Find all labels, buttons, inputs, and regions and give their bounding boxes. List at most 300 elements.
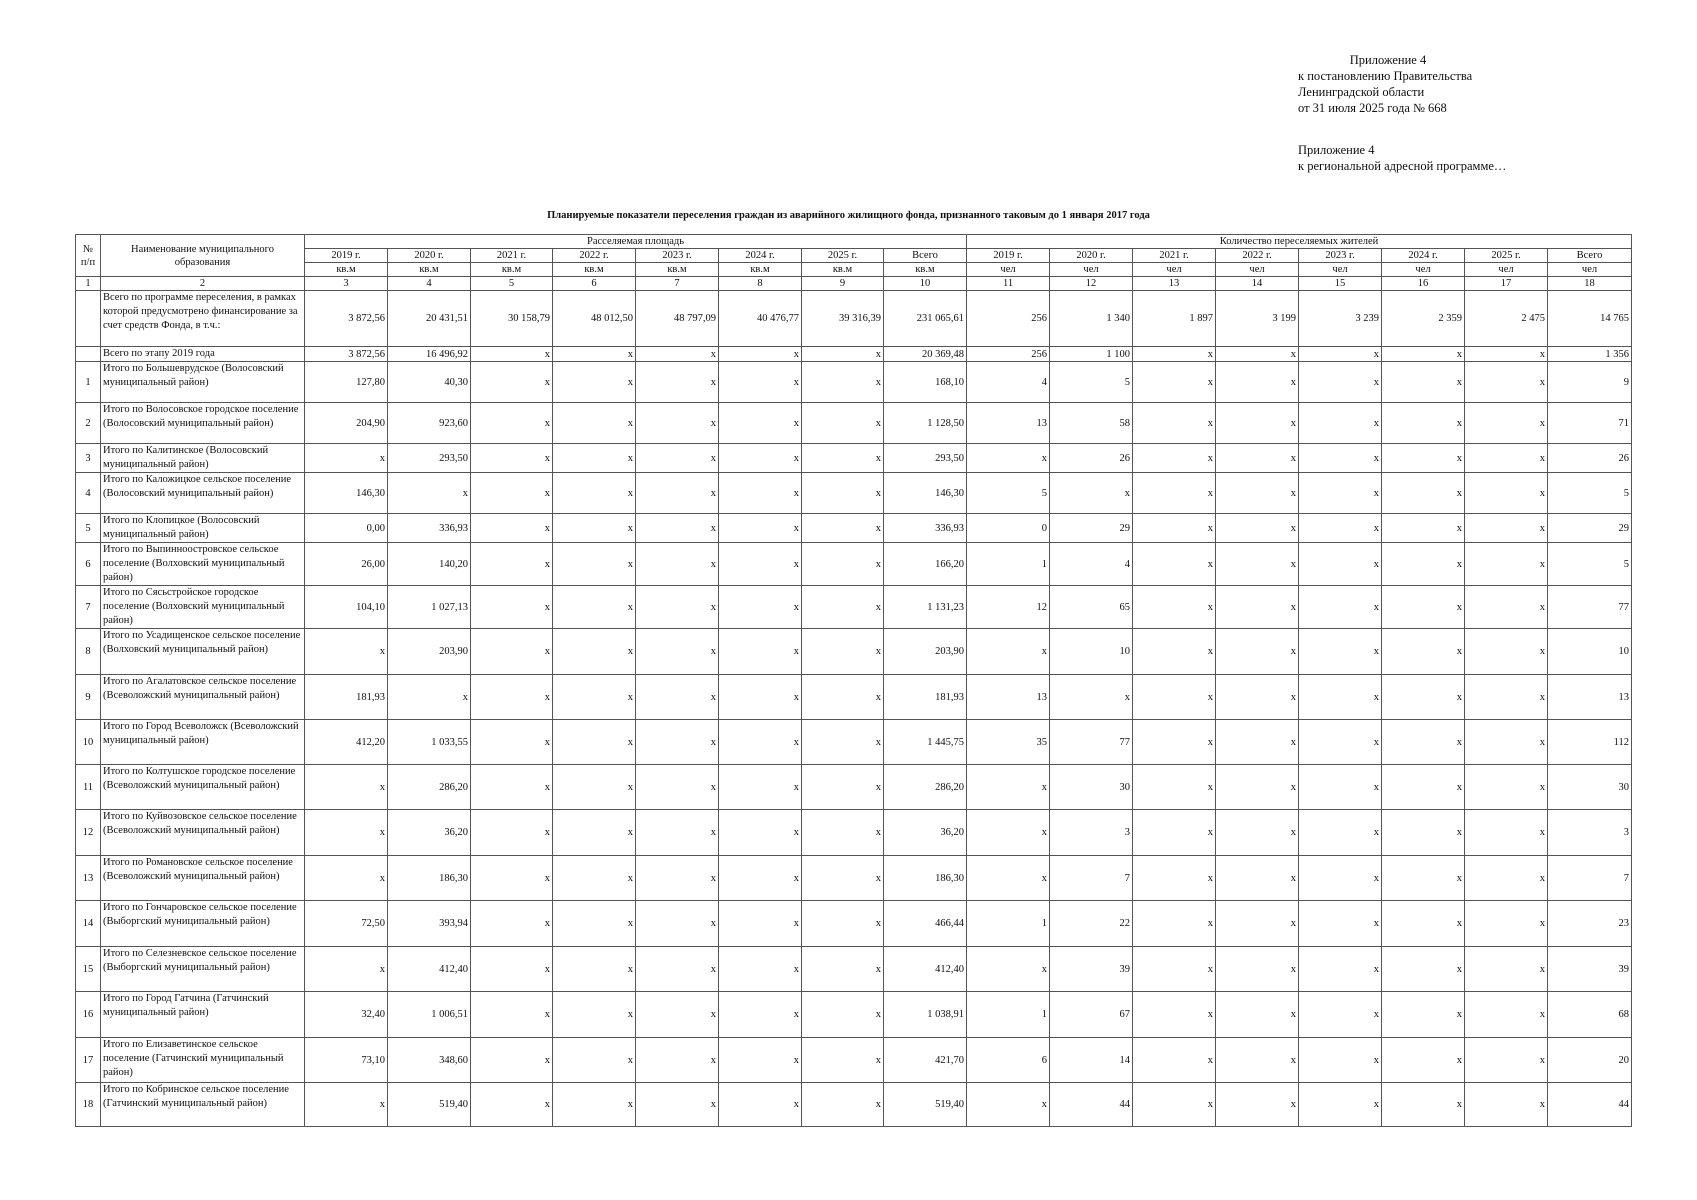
municipality-name: Итого по Город Всеволожск (Всеволожский муниципальный район) <box>101 720 305 765</box>
people-cell: 1 356 <box>1548 347 1632 362</box>
people-cell: 20 <box>1548 1038 1632 1083</box>
area-cell: x <box>636 444 719 473</box>
people-cell: 1 <box>967 992 1050 1038</box>
people-cell: 26 <box>1548 444 1632 473</box>
area-cell: 40,30 <box>388 362 471 403</box>
appendix-line: Приложение 4 <box>1349 53 1427 67</box>
row-number: 6 <box>76 543 101 586</box>
area-cell: 1 131,23 <box>884 586 967 629</box>
people-cell: x <box>1382 403 1465 444</box>
decree-line: к постановлению Правительства <box>1298 69 1473 83</box>
people-cell: x <box>1465 675 1548 720</box>
area-cell: 36,20 <box>884 810 967 856</box>
people-cell: x <box>1299 856 1382 901</box>
people-cell: 9 <box>1548 362 1632 403</box>
area-cell: 412,20 <box>305 720 388 765</box>
people-cell: x <box>967 1083 1050 1127</box>
column-number: 15 <box>1299 277 1382 291</box>
area-cell: 1 445,75 <box>884 720 967 765</box>
area-cell: 168,10 <box>884 362 967 403</box>
area-cell: 40 476,77 <box>719 291 802 347</box>
municipality-name: Итого по Усадищенское сельское поселение (Волховский муниципальный район) <box>101 629 305 675</box>
unit-header: кв.м <box>305 263 388 277</box>
area-cell: x <box>636 992 719 1038</box>
column-number: 16 <box>1382 277 1465 291</box>
area-cell: x <box>802 765 884 810</box>
people-cell: 1 <box>967 901 1050 947</box>
people-cell: 3 <box>1548 810 1632 856</box>
area-cell: 32,40 <box>305 992 388 1038</box>
area-cell: x <box>719 810 802 856</box>
people-cell: x <box>1133 543 1216 586</box>
people-cell: x <box>1465 362 1548 403</box>
people-cell: 4 <box>1050 543 1133 586</box>
people-cell: x <box>1382 1083 1465 1127</box>
people-cell: x <box>1133 629 1216 675</box>
area-cell: 181,93 <box>305 675 388 720</box>
area-cell: 519,40 <box>388 1083 471 1127</box>
area-cell: 348,60 <box>388 1038 471 1083</box>
year-header: 2024 г. <box>1382 249 1465 263</box>
table-row <box>76 543 1632 586</box>
people-cell: x <box>1133 362 1216 403</box>
people-cell: x <box>1216 947 1299 992</box>
people-cell: 5 <box>1548 543 1632 586</box>
people-cell: x <box>1465 720 1548 765</box>
area-cell: 146,30 <box>884 473 967 514</box>
people-cell: 5 <box>1050 362 1133 403</box>
column-number: 3 <box>305 277 388 291</box>
people-cell: x <box>1382 444 1465 473</box>
people-cell: x <box>1382 675 1465 720</box>
appendix-line-2: Приложение 4 <box>1298 143 1375 157</box>
people-cell: 29 <box>1548 514 1632 543</box>
people-cell: x <box>1133 947 1216 992</box>
people-cell: x <box>1465 765 1548 810</box>
municipality-name: Итого по Гончаровское сельское поселение (Выборгский муниципальный район) <box>101 901 305 947</box>
people-cell: x <box>967 810 1050 856</box>
area-cell: x <box>636 856 719 901</box>
people-cell: 7 <box>1050 856 1133 901</box>
people-cell: x <box>1299 765 1382 810</box>
people-cell: 26 <box>1050 444 1133 473</box>
unit-header: чел <box>1216 263 1299 277</box>
area-cell: x <box>802 362 884 403</box>
people-cell: 1 <box>967 543 1050 586</box>
area-cell: x <box>802 473 884 514</box>
table-row <box>76 444 1632 473</box>
people-cell: x <box>1133 992 1216 1038</box>
row-number: 4 <box>76 473 101 514</box>
area-cell: x <box>802 347 884 362</box>
area-cell: x <box>802 992 884 1038</box>
row-number: 18 <box>76 1083 101 1127</box>
table-row <box>76 362 1632 403</box>
unit-header: чел <box>1548 263 1632 277</box>
area-cell: x <box>471 362 553 403</box>
area-cell: x <box>719 586 802 629</box>
people-cell: x <box>1133 810 1216 856</box>
area-cell: x <box>719 992 802 1038</box>
people-cell: x <box>1465 947 1548 992</box>
municipality-name: Итого по Клопицкое (Волосовский муниципальный район) <box>101 514 305 543</box>
people-cell: 2 359 <box>1382 291 1465 347</box>
table-row <box>76 629 1632 675</box>
municipality-name: Итого по Колтушское городское поселение (Всеволожский муниципальный район) <box>101 765 305 810</box>
municipality-name: Итого по Кобринское сельское поселение (Гатчинский муниципальный район) <box>101 1083 305 1127</box>
people-cell: x <box>1382 586 1465 629</box>
area-cell: x <box>719 1038 802 1083</box>
people-cell: x <box>1133 444 1216 473</box>
table-row <box>76 514 1632 543</box>
area-cell: x <box>802 675 884 720</box>
people-cell: 1 340 <box>1050 291 1133 347</box>
area-cell: x <box>471 765 553 810</box>
area-cell: 286,20 <box>884 765 967 810</box>
area-cell: x <box>388 675 471 720</box>
area-cell: x <box>553 347 636 362</box>
people-cell: x <box>1216 362 1299 403</box>
people-cell: x <box>1216 720 1299 765</box>
area-cell: x <box>305 765 388 810</box>
municipality-name: Итого по Романовское сельское поселение (Всеволожский муниципальный район) <box>101 856 305 901</box>
people-cell: x <box>1050 473 1133 514</box>
area-cell: x <box>719 720 802 765</box>
row-number: 9 <box>76 675 101 720</box>
area-cell: 72,50 <box>305 901 388 947</box>
area-cell: x <box>636 720 719 765</box>
year-header: 2021 г. <box>1133 249 1216 263</box>
people-cell: 10 <box>1050 629 1133 675</box>
column-number: 17 <box>1465 277 1548 291</box>
area-cell: x <box>553 444 636 473</box>
people-cell: x <box>1382 765 1465 810</box>
year-header: 2019 г. <box>305 249 388 263</box>
area-cell: 393,94 <box>388 901 471 947</box>
year-header: 2021 г. <box>471 249 553 263</box>
table-row <box>76 1038 1632 1083</box>
people-cell: 4 <box>967 362 1050 403</box>
people-cell: x <box>1382 901 1465 947</box>
area-cell: 203,90 <box>388 629 471 675</box>
people-cell: 5 <box>967 473 1050 514</box>
area-cell: 146,30 <box>305 473 388 514</box>
area-cell: 36,20 <box>388 810 471 856</box>
area-cell: x <box>471 543 553 586</box>
people-cell: 77 <box>1050 720 1133 765</box>
people-cell: 5 <box>1548 473 1632 514</box>
municipality-name: Итого по Агалатовское сельское поселение (Всеволожский муниципальный район) <box>101 675 305 720</box>
column-number: 4 <box>388 277 471 291</box>
row-number: 5 <box>76 514 101 543</box>
people-cell: x <box>1299 629 1382 675</box>
area-cell: x <box>471 514 553 543</box>
area-cell: x <box>636 403 719 444</box>
people-cell: x <box>967 947 1050 992</box>
table-row <box>76 1083 1632 1127</box>
area-cell: x <box>553 947 636 992</box>
area-cell: x <box>553 765 636 810</box>
people-cell: 71 <box>1548 403 1632 444</box>
people-cell: 13 <box>967 675 1050 720</box>
area-cell: 181,93 <box>884 675 967 720</box>
area-cell: x <box>719 901 802 947</box>
area-cell: 336,93 <box>884 514 967 543</box>
municipality-name: Итого по Селезневское сельское поселение (Выборгский муниципальный район) <box>101 947 305 992</box>
area-cell: x <box>719 947 802 992</box>
people-cell: x <box>1465 629 1548 675</box>
people-cell: x <box>1299 1083 1382 1127</box>
people-cell: x <box>1465 586 1548 629</box>
people-cell: x <box>1299 1038 1382 1083</box>
municipality-name: Всего по программе переселения, в рамках которой предусмотрено финансирование за счет средств Фонда, в т.ч.: <box>101 291 305 347</box>
people-cell: x <box>1382 514 1465 543</box>
people-cell: 3 <box>1050 810 1133 856</box>
area-cell: 104,10 <box>305 586 388 629</box>
unit-header: кв.м <box>802 263 884 277</box>
unit-header: чел <box>1465 263 1548 277</box>
table-row <box>76 675 1632 720</box>
area-cell: x <box>636 947 719 992</box>
row-number: 14 <box>76 901 101 947</box>
row-number: 15 <box>76 947 101 992</box>
people-cell: 1 100 <box>1050 347 1133 362</box>
area-cell: x <box>719 1083 802 1127</box>
area-cell: 519,40 <box>884 1083 967 1127</box>
people-cell: x <box>1382 947 1465 992</box>
area-cell: x <box>802 586 884 629</box>
area-cell: x <box>553 856 636 901</box>
people-cell: x <box>1465 1038 1548 1083</box>
area-cell: 1 038,91 <box>884 992 967 1038</box>
people-cell: 1 897 <box>1133 291 1216 347</box>
area-cell: x <box>802 403 884 444</box>
people-cell: x <box>1465 514 1548 543</box>
area-cell: x <box>719 514 802 543</box>
people-cell: x <box>1299 586 1382 629</box>
column-number: 2 <box>101 277 305 291</box>
people-cell: 68 <box>1548 992 1632 1038</box>
area-cell: x <box>553 1038 636 1083</box>
row-number: 2 <box>76 403 101 444</box>
people-cell: x <box>1216 543 1299 586</box>
people-cell: x <box>1299 675 1382 720</box>
year-header: 2022 г. <box>1216 249 1299 263</box>
area-cell: x <box>553 629 636 675</box>
area-cell: 412,40 <box>884 947 967 992</box>
area-cell: x <box>553 901 636 947</box>
unit-header: чел <box>967 263 1050 277</box>
people-cell: x <box>1133 901 1216 947</box>
area-cell: x <box>553 514 636 543</box>
area-group-header: Расселяемая площадь <box>305 235 967 249</box>
people-cell: x <box>1216 856 1299 901</box>
people-cell: 6 <box>967 1038 1050 1083</box>
row-number: 16 <box>76 992 101 1038</box>
unit-header: кв.м <box>719 263 802 277</box>
table-row <box>76 720 1632 765</box>
people-cell: x <box>1216 347 1299 362</box>
people-cell: x <box>1216 992 1299 1038</box>
people-cell: x <box>1465 403 1548 444</box>
people-cell: 10 <box>1548 629 1632 675</box>
area-cell: x <box>471 992 553 1038</box>
area-cell: 466,44 <box>884 901 967 947</box>
area-cell: 1 128,50 <box>884 403 967 444</box>
people-cell: 3 199 <box>1216 291 1299 347</box>
row-number: 1 <box>76 362 101 403</box>
area-cell: x <box>802 444 884 473</box>
area-cell: x <box>719 362 802 403</box>
area-cell: x <box>471 1083 553 1127</box>
people-cell: x <box>1216 1038 1299 1083</box>
area-cell: 73,10 <box>305 1038 388 1083</box>
area-cell: x <box>553 675 636 720</box>
unit-header: кв.м <box>471 263 553 277</box>
people-cell: 12 <box>967 586 1050 629</box>
column-number: 18 <box>1548 277 1632 291</box>
people-cell: x <box>1133 765 1216 810</box>
year-header: 2025 г. <box>802 249 884 263</box>
people-cell: x <box>1133 347 1216 362</box>
municipality-name: Итого по Каложицкое сельское поселение (Волосовский муниципальный район) <box>101 473 305 514</box>
unit-header: кв.м <box>636 263 719 277</box>
people-cell: x <box>1299 947 1382 992</box>
people-cell: x <box>1299 444 1382 473</box>
row-number: 11 <box>76 765 101 810</box>
people-cell: x <box>1216 765 1299 810</box>
people-cell: x <box>1216 444 1299 473</box>
area-cell: 186,30 <box>388 856 471 901</box>
people-cell: x <box>1216 514 1299 543</box>
people-cell: 39 <box>1050 947 1133 992</box>
people-cell: 39 <box>1548 947 1632 992</box>
column-number: 14 <box>1216 277 1299 291</box>
row-number: 12 <box>76 810 101 856</box>
people-cell: x <box>1133 403 1216 444</box>
area-cell: x <box>719 765 802 810</box>
municipality-name: Итого по Волосовское городское поселение (Волосовский муниципальный район) <box>101 403 305 444</box>
area-cell: x <box>471 810 553 856</box>
unit-header: чел <box>1050 263 1133 277</box>
people-cell: x <box>1465 473 1548 514</box>
area-cell: 1 027,13 <box>388 586 471 629</box>
area-cell: x <box>802 720 884 765</box>
area-cell: x <box>802 901 884 947</box>
people-cell: x <box>1050 675 1133 720</box>
unit-header: кв.м <box>884 263 967 277</box>
people-cell: x <box>1216 473 1299 514</box>
area-cell: x <box>305 444 388 473</box>
people-cell: x <box>1382 810 1465 856</box>
people-cell: x <box>1382 720 1465 765</box>
municipality-name: Всего по этапу 2019 года <box>101 347 305 362</box>
table-row <box>76 765 1632 810</box>
area-cell: x <box>719 403 802 444</box>
document-header <box>1298 52 1506 174</box>
unit-header: кв.м <box>388 263 471 277</box>
area-cell: x <box>305 810 388 856</box>
year-header: 2020 г. <box>1050 249 1133 263</box>
people-cell: 30 <box>1050 765 1133 810</box>
area-cell: x <box>802 810 884 856</box>
area-cell: x <box>553 720 636 765</box>
area-cell: 421,70 <box>884 1038 967 1083</box>
people-cell: 256 <box>967 347 1050 362</box>
area-cell: x <box>802 629 884 675</box>
area-cell: 186,30 <box>884 856 967 901</box>
area-cell: x <box>719 444 802 473</box>
program-line: к региональной адресной программе… <box>1298 159 1507 173</box>
area-cell: x <box>471 947 553 992</box>
area-cell: x <box>636 1038 719 1083</box>
area-cell: 20 369,48 <box>884 347 967 362</box>
area-cell: 127,80 <box>305 362 388 403</box>
people-cell: x <box>967 629 1050 675</box>
people-cell: 13 <box>967 403 1050 444</box>
area-cell: x <box>388 473 471 514</box>
people-cell: x <box>1299 992 1382 1038</box>
people-cell: 112 <box>1548 720 1632 765</box>
people-cell: x <box>1133 675 1216 720</box>
people-cell: x <box>1465 1083 1548 1127</box>
people-cell: x <box>1133 720 1216 765</box>
table-row <box>76 810 1632 856</box>
area-cell: x <box>471 901 553 947</box>
people-cell: x <box>1299 810 1382 856</box>
people-cell: 13 <box>1548 675 1632 720</box>
people-cell: x <box>1133 856 1216 901</box>
table-row <box>76 992 1632 1038</box>
people-cell: x <box>967 444 1050 473</box>
row-number: 7 <box>76 586 101 629</box>
year-header: 2024 г. <box>719 249 802 263</box>
area-cell: 286,20 <box>388 765 471 810</box>
people-cell: x <box>1382 347 1465 362</box>
people-cell: 14 765 <box>1548 291 1632 347</box>
area-cell: x <box>636 901 719 947</box>
area-cell: 923,60 <box>388 403 471 444</box>
area-cell: x <box>636 810 719 856</box>
area-cell: x <box>802 543 884 586</box>
unit-header: чел <box>1299 263 1382 277</box>
people-cell: x <box>1299 720 1382 765</box>
people-cell: 30 <box>1548 765 1632 810</box>
people-cell: x <box>1216 629 1299 675</box>
area-cell: 48 012,50 <box>553 291 636 347</box>
unit-header: чел <box>1133 263 1216 277</box>
people-cell: x <box>1465 347 1548 362</box>
area-cell: x <box>305 629 388 675</box>
area-cell: x <box>719 629 802 675</box>
area-cell: 1 006,51 <box>388 992 471 1038</box>
area-cell: x <box>305 856 388 901</box>
area-cell: 26,00 <box>305 543 388 586</box>
people-cell: x <box>967 765 1050 810</box>
area-cell: x <box>636 675 719 720</box>
column-number: 8 <box>719 277 802 291</box>
area-cell: x <box>553 810 636 856</box>
table-row <box>76 586 1632 629</box>
people-cell: x <box>1465 543 1548 586</box>
people-cell: x <box>1216 586 1299 629</box>
area-cell: x <box>636 362 719 403</box>
region-line: Ленинградской области <box>1298 85 1425 99</box>
area-cell: x <box>719 856 802 901</box>
people-cell: x <box>1382 1038 1465 1083</box>
people-cell: x <box>1133 586 1216 629</box>
people-cell: 23 <box>1548 901 1632 947</box>
